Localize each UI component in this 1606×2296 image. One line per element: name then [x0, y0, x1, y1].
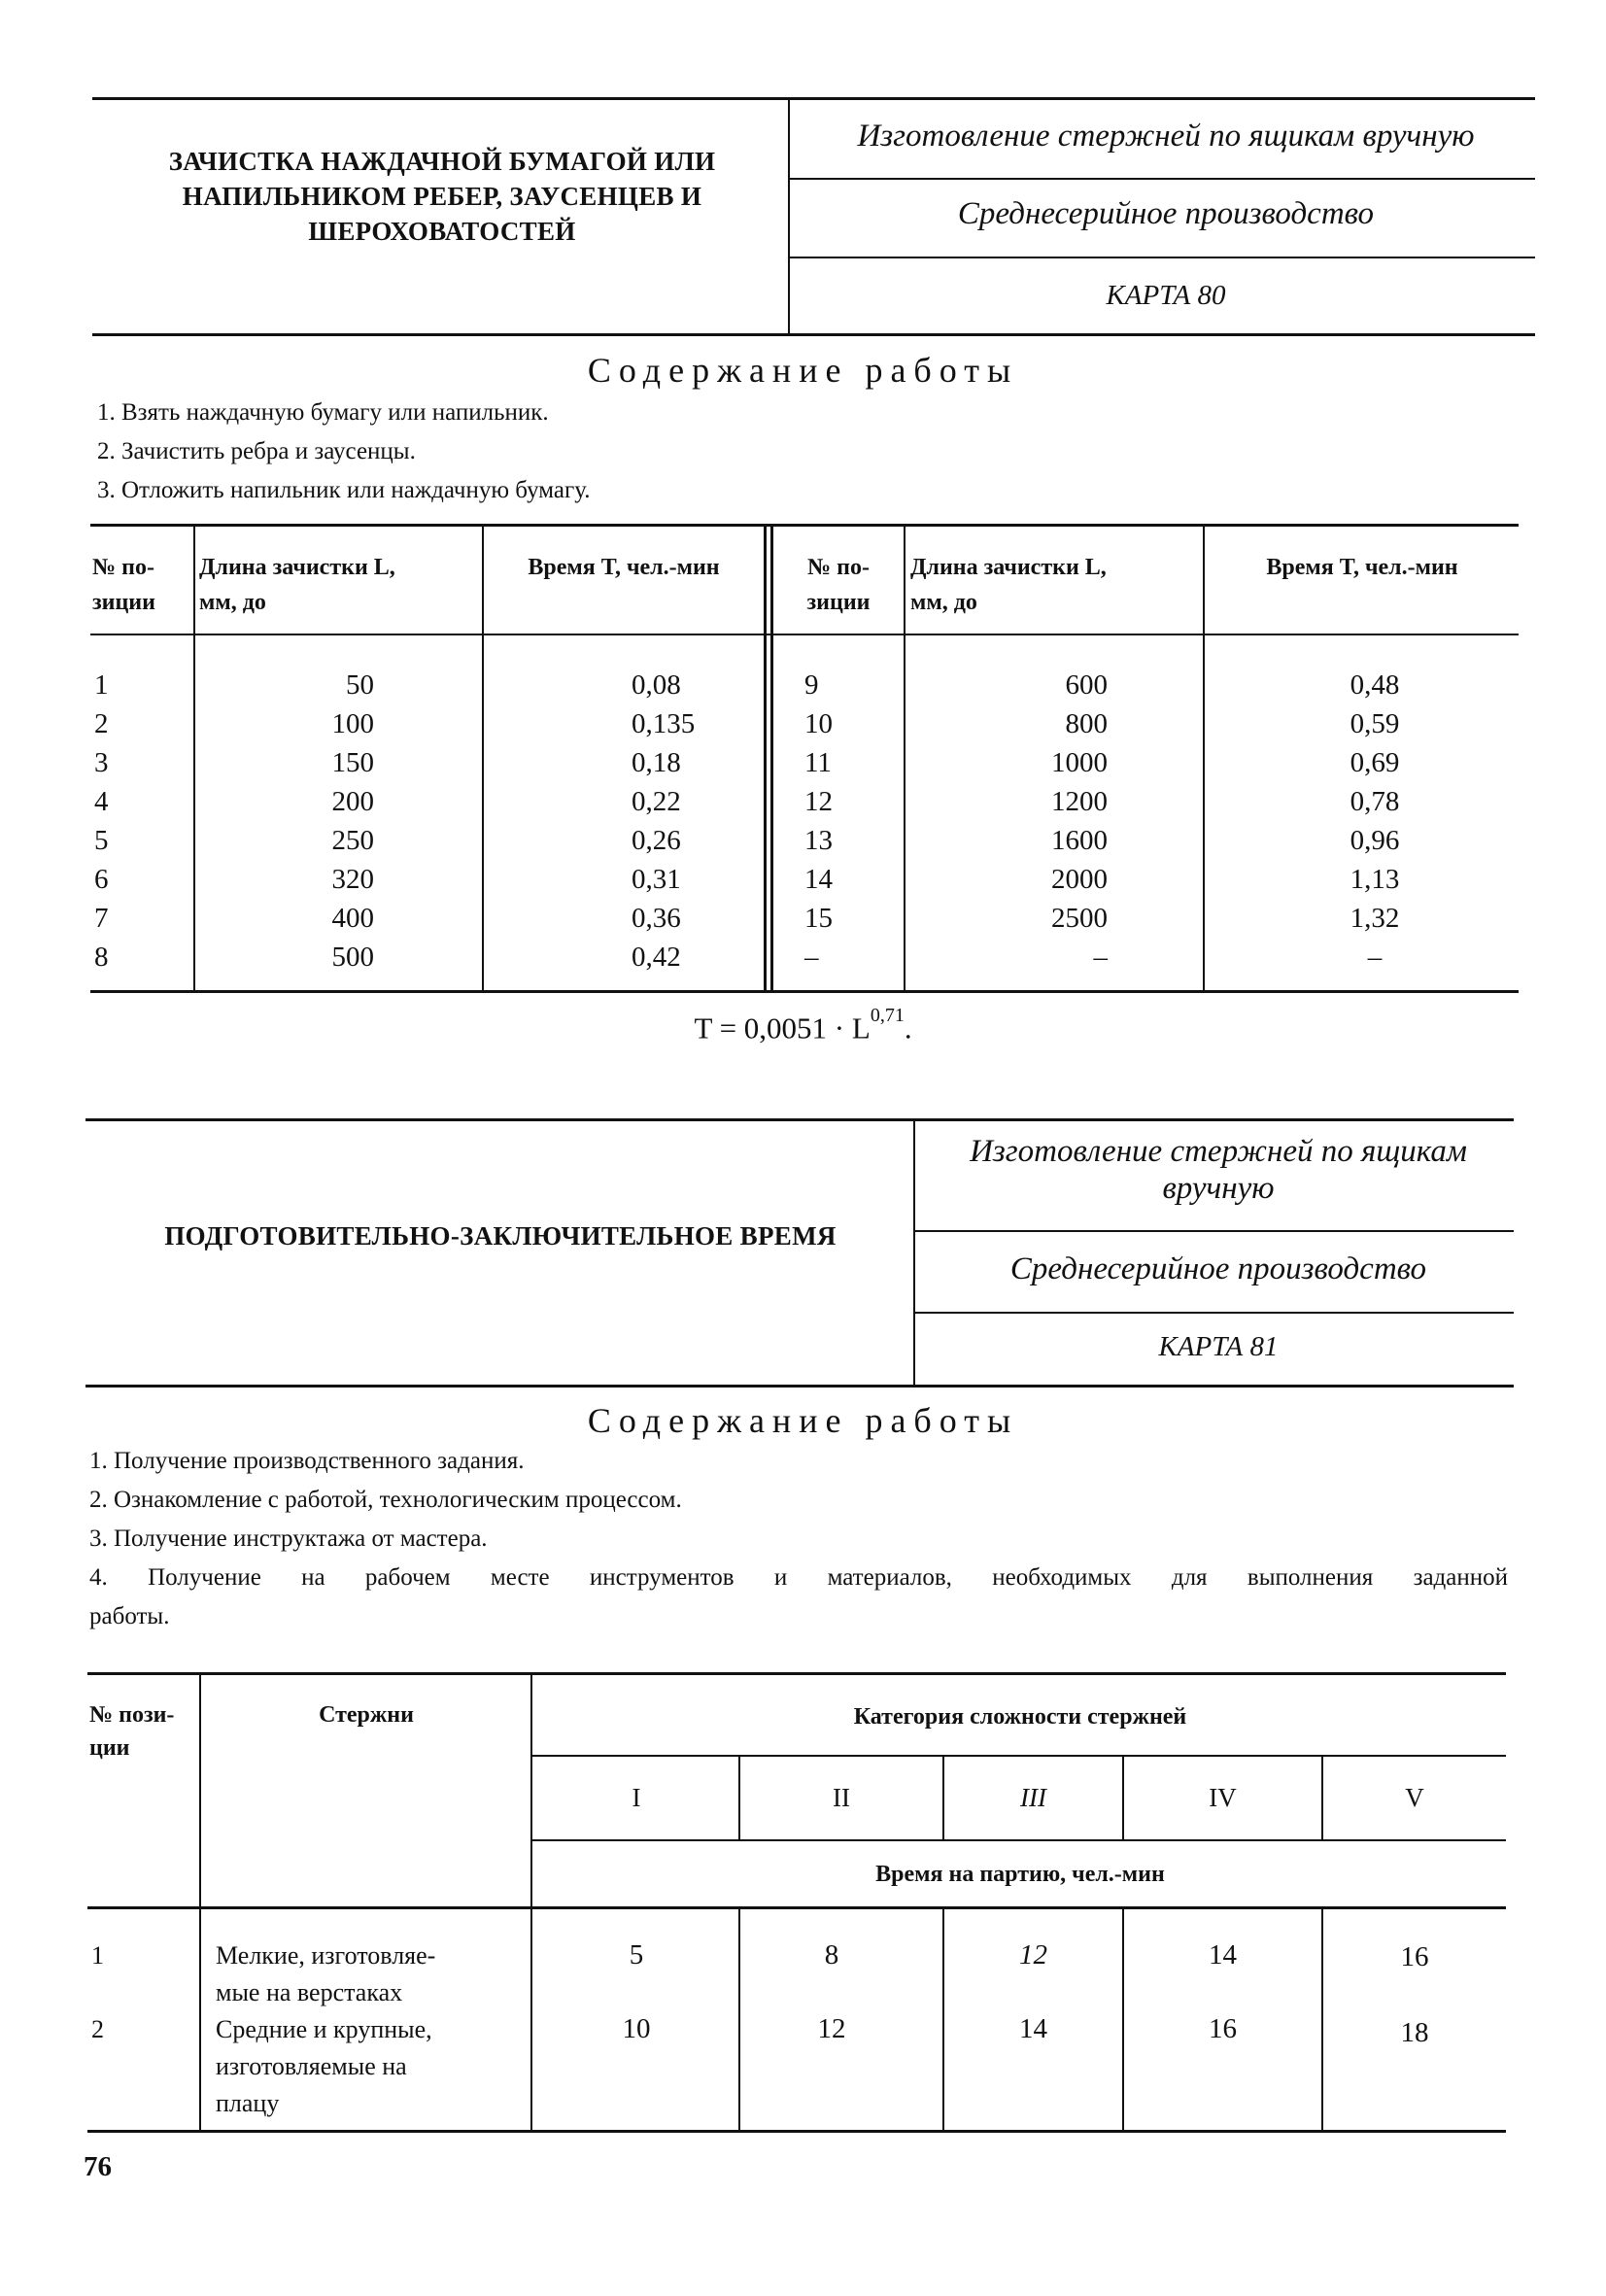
- cell: 2: [94, 708, 109, 739]
- table2-row1-name: [216, 1937, 527, 2011]
- name-line: мые на верстаках: [216, 1978, 403, 2006]
- table1-col-divider: [193, 525, 195, 990]
- cell: 0,135: [632, 708, 696, 739]
- cell: 6: [94, 864, 109, 895]
- table2-row1-value-4: 14: [1209, 1939, 1237, 1970]
- card81-process-line: Изготовление стержней по ящикам: [970, 1134, 1467, 1169]
- table1-header-length-right: [910, 550, 1202, 620]
- cell: 2500: [1051, 903, 1108, 934]
- page-number: 76: [84, 2151, 112, 2182]
- card81-step: 1. Получение производственного задания.: [89, 1448, 525, 1474]
- table2-row2-value-3: 14: [1019, 2013, 1047, 2044]
- header-line: мм, до: [910, 590, 977, 615]
- cell: 1600: [1051, 825, 1108, 856]
- cell: 0,96: [1350, 825, 1400, 856]
- table2-row1-value-5: 16: [1400, 1941, 1429, 1972]
- card80-top-rule: [92, 97, 1535, 100]
- table2-col-divider: [530, 1673, 532, 2130]
- card80-title: [107, 144, 777, 249]
- table2-col-divider: [199, 1673, 201, 2130]
- card81-step: 2. Ознакомление с работой, технологическим процессом.: [89, 1487, 682, 1513]
- card80-production: Среднесерийное производство: [957, 196, 1375, 231]
- cell: 15: [804, 903, 833, 934]
- header-line: ции: [89, 1735, 130, 1761]
- cell: –: [804, 942, 819, 973]
- name-line: изготовляемые на: [216, 2052, 407, 2080]
- cell: 0,42: [632, 942, 681, 973]
- cell: 0,36: [632, 903, 681, 934]
- cell: 250: [331, 825, 374, 856]
- cell: 5: [94, 825, 109, 856]
- name-line: Средние и крупные,: [216, 2015, 432, 2043]
- table1-double-divider: [764, 525, 767, 990]
- table2-row2-value-1: 10: [622, 2013, 651, 2044]
- table1-right-lengths: [913, 666, 1108, 977]
- card80-title-line: ЗАЧИСТКА НАЖДАЧНОЙ БУМАГОЙ ИЛИ: [168, 147, 716, 176]
- cell: 400: [331, 903, 374, 934]
- cell: 1000: [1051, 747, 1108, 778]
- card80-content-title: Содержание работы: [587, 351, 1019, 390]
- cell: 0,26: [632, 825, 681, 856]
- table2-category-rule: [531, 1839, 1506, 1841]
- table2-category-2: II: [833, 1783, 850, 1812]
- cell: –: [1093, 942, 1108, 973]
- cell: 12: [804, 786, 833, 817]
- cell: –: [1367, 942, 1383, 973]
- table2-bottom-rule: [87, 2130, 1506, 2133]
- cell: 0,59: [1350, 708, 1400, 739]
- card81-step: работы.: [89, 1603, 170, 1629]
- cell: 150: [331, 747, 374, 778]
- table2-row1-value-1: 5: [629, 1939, 644, 1970]
- cell: 9: [804, 669, 819, 701]
- cell: 200: [331, 786, 374, 817]
- table1-left-positions: [94, 666, 182, 977]
- table2-header-bottom-rule: [87, 1906, 1506, 1909]
- cell: 0,69: [1350, 747, 1400, 778]
- cell: 0,78: [1350, 786, 1400, 817]
- card80-process: Изготовление стержней по ящикам вручную: [857, 119, 1475, 154]
- cell: 14: [804, 864, 833, 895]
- table1-top-rule: [90, 524, 1519, 527]
- card81-card-number: КАРТА 81: [1158, 1331, 1279, 1362]
- table1-header-position-right: [777, 550, 900, 620]
- card80-step: 3. Отложить напильник или наждачную бумагу.: [97, 477, 591, 503]
- header-line: зиции: [806, 590, 871, 615]
- table2-top-rule: [87, 1672, 1506, 1675]
- table1-right-times: [1312, 666, 1438, 977]
- table1-right-positions: [804, 666, 892, 977]
- table1-left-lengths: [199, 666, 374, 977]
- table1-bottom-rule: [90, 990, 1519, 993]
- cell: 10: [804, 708, 833, 739]
- header-line: Длина зачистки L,: [199, 555, 395, 580]
- table2-complexity-rule: [531, 1755, 1506, 1757]
- table2-category-4: IV: [1209, 1783, 1237, 1812]
- cell: 13: [804, 825, 833, 856]
- card81-title: ПОДГОТОВИТЕЛЬНО-ЗАКЛЮЧИТЕЛЬНОЕ ВРЕМЯ: [164, 1221, 837, 1251]
- cell: 4: [94, 786, 109, 817]
- card80-header-rule-1: [788, 178, 1535, 180]
- table1-double-divider: [770, 525, 773, 990]
- cell: 1,13: [1350, 864, 1400, 895]
- header-line: мм, до: [199, 590, 266, 615]
- cell: 0,48: [1350, 669, 1400, 701]
- cell: 1,32: [1350, 903, 1400, 934]
- card81-production: Среднесерийное производство: [1009, 1251, 1427, 1286]
- name-line: Мелкие, изготовляе-: [216, 1941, 436, 1970]
- card81-process-line: вручную: [1162, 1171, 1275, 1206]
- table2-row2-position: 2: [91, 2015, 104, 2043]
- table2-header-cores: Стержни: [319, 1702, 414, 1728]
- table2-row2-value-5: 18: [1400, 2017, 1429, 2048]
- card81-steps: [89, 1442, 1508, 1636]
- cell: 600: [1065, 669, 1108, 701]
- table1-header-time-right: Время T, чел.-мин: [1266, 555, 1458, 580]
- formula-exponent: 0,71: [870, 1005, 905, 1026]
- table1-col-divider: [1203, 525, 1205, 990]
- cell: 1: [94, 669, 109, 701]
- table1-header-position: [92, 550, 189, 620]
- table2-header-time: Время на партию, чел.-мин: [875, 1862, 1165, 1887]
- cell: 3: [94, 747, 109, 778]
- card80-card-number: КАРТА 80: [1106, 280, 1226, 311]
- cell: 0,22: [632, 786, 681, 817]
- cell: 100: [331, 708, 374, 739]
- formula-end: .: [904, 1011, 912, 1045]
- name-line: плацу: [216, 2089, 280, 2117]
- card81-header-divider: [913, 1118, 915, 1386]
- header-line: № по-: [92, 555, 154, 580]
- cell: 0,08: [632, 669, 681, 701]
- formula: [0, 1005, 1606, 1045]
- table2-row1-position: 1: [91, 1941, 104, 1970]
- table2-row2-name: [216, 2011, 527, 2122]
- cell: 2000: [1051, 864, 1108, 895]
- card81-header-rule-1: [913, 1230, 1514, 1232]
- card81-step: 4. Получение на рабочем месте инструментов и материалов, необходимых для выполнения заданной: [89, 1564, 1508, 1591]
- table2-category-3: III: [1020, 1783, 1046, 1812]
- card80-header-bottom-rule: [92, 333, 1535, 336]
- table2-category-1: I: [632, 1783, 641, 1812]
- card81-top-rule: [85, 1118, 1514, 1121]
- cell: 0,18: [632, 747, 681, 778]
- cell: 11: [804, 747, 832, 778]
- card80-step: 1. Взять наждачную бумагу или напильник.: [97, 399, 549, 426]
- cell: 8: [94, 942, 109, 973]
- cell: 50: [346, 669, 374, 701]
- card81-header-rule-2: [913, 1312, 1514, 1314]
- card81-process: [923, 1133, 1514, 1207]
- table2-row2-value-4: 16: [1209, 2013, 1237, 2044]
- card80-steps: [97, 394, 1525, 510]
- table1-col-divider: [904, 525, 906, 990]
- card80-header-rule-2: [788, 257, 1535, 258]
- header-line: зиции: [92, 590, 155, 615]
- cell: 500: [331, 942, 374, 973]
- header-line: № пози-: [89, 1702, 175, 1728]
- table1-header-time: Время T, чел.-мин: [528, 555, 720, 580]
- table1-header-rule: [90, 634, 1519, 635]
- card80-header-divider: [788, 97, 790, 334]
- card80-title-line: НАПИЛЬНИКОМ РЕБЕР, ЗАУСЕНЦЕВ И: [182, 182, 702, 211]
- cell: 7: [94, 903, 109, 934]
- formula-base: T = 0,0051 · L: [694, 1011, 871, 1045]
- table2-row1-value-2: 8: [824, 1939, 839, 1970]
- table1-left-times: [632, 666, 748, 977]
- header-line: № по-: [807, 555, 870, 580]
- cell: 1200: [1051, 786, 1108, 817]
- cell: 0,31: [632, 864, 681, 895]
- table1-col-divider: [482, 525, 484, 990]
- table2-row1-value-3: 12: [1019, 1939, 1047, 1970]
- table2-row2-value-2: 12: [817, 2013, 846, 2044]
- card81-step: 3. Получение инструктажа от мастера.: [89, 1525, 488, 1552]
- table2-category-5: V: [1405, 1783, 1424, 1812]
- table2-header-complexity: Категория сложности стержней: [853, 1704, 1187, 1730]
- cell: 800: [1065, 708, 1108, 739]
- card80-step: 2. Зачистить ребра и заусенцы.: [97, 438, 416, 464]
- header-line: Длина зачистки L,: [910, 555, 1107, 580]
- card81-header-bottom-rule: [85, 1385, 1514, 1388]
- cell: 320: [331, 864, 374, 895]
- card80-title-line: ШЕРОХОВАТОСТЕЙ: [308, 217, 576, 246]
- table2-header-position: [89, 1698, 196, 1765]
- card81-content-title: Содержание работы: [587, 1401, 1019, 1440]
- table1-header-length: [199, 550, 481, 620]
